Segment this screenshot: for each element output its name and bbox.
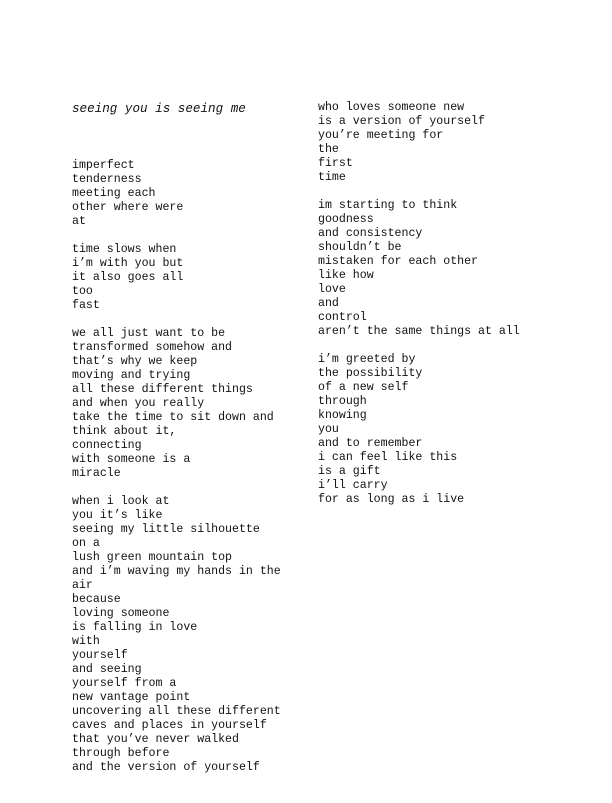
poem-line: and <box>318 297 339 310</box>
poem-line: air <box>72 579 93 592</box>
poem-line: all these different things <box>72 383 253 396</box>
poem-line: and consistency <box>318 227 423 240</box>
poem-line: loving someone <box>72 607 170 620</box>
stanza <box>72 159 281 229</box>
poem-line: you’re meeting for <box>318 129 444 142</box>
poem-line: through before <box>72 747 170 760</box>
poem-line: uncovering all these different <box>72 705 281 718</box>
poem-line: on a <box>72 537 100 550</box>
poem-line: too <box>72 285 93 298</box>
poem-line: think about it, <box>72 425 177 438</box>
poem-line: and seeing <box>72 663 142 676</box>
poem-line: tenderness <box>72 173 142 186</box>
poem-line: yourself <box>72 649 128 662</box>
poem-line: i’ll carry <box>318 479 388 492</box>
poem-line: i’m greeted by <box>318 353 416 366</box>
poem-line: it also goes all <box>72 271 184 284</box>
poem-line: we all just want to be <box>72 327 226 340</box>
poem-line: you <box>318 423 339 436</box>
poem-line: of a new self <box>318 381 409 394</box>
poem-line: time slows when <box>72 243 177 256</box>
poem-line: connecting <box>72 439 142 452</box>
poem-line: with someone is a <box>72 453 191 466</box>
poem-line: like how <box>318 269 374 282</box>
poem-line: other where were <box>72 201 184 214</box>
poem-line: the <box>318 143 339 156</box>
poem-line: and when you really <box>72 397 205 410</box>
poem-line: fast <box>72 299 100 312</box>
poem-line: you it’s like <box>72 509 163 522</box>
poem-line: for as long as i live <box>318 493 465 506</box>
stanza <box>72 327 281 481</box>
poem-line: im starting to think <box>318 199 458 212</box>
poem-line: the possibility <box>318 367 423 380</box>
poem-line: when i look at <box>72 495 170 508</box>
poem-line: and the version of yourself <box>72 761 260 774</box>
poem-line: who loves someone new <box>318 101 465 114</box>
poem-title: seeing you is seeing me <box>72 102 246 116</box>
poem-line: mistaken for each other <box>318 255 479 268</box>
poem-line: yourself from a <box>72 677 177 690</box>
stanza <box>72 243 281 313</box>
poem-line: transformed somehow and <box>72 341 233 354</box>
poem-line: lush green mountain top <box>72 551 233 564</box>
poem-line: knowing <box>318 409 367 422</box>
poem-line: new vantage point <box>72 691 191 704</box>
left-column <box>72 73 281 803</box>
stanza <box>318 353 520 507</box>
poem-line: through <box>318 395 367 408</box>
poem-line: because <box>72 593 121 606</box>
stanza <box>318 101 520 185</box>
poem-line: shouldn’t be <box>318 241 402 254</box>
poem-line: is a version of yourself <box>318 115 485 128</box>
poem-line: goodness <box>318 213 374 226</box>
stanza <box>72 495 281 775</box>
poem-line: moving and trying <box>72 369 191 382</box>
poem-line: take the time to sit down and <box>72 411 274 424</box>
poem-line: control <box>318 311 367 324</box>
right-column <box>318 73 520 535</box>
poem-line: that’s why we keep <box>72 355 198 368</box>
poem-line: and i’m waving my hands in the <box>72 565 281 578</box>
poem-line: is a gift <box>318 465 381 478</box>
poem-line: time <box>318 171 346 184</box>
poem-line: with <box>72 635 100 648</box>
poem-line: that you’ve never walked <box>72 733 239 746</box>
left-stanzas <box>72 159 281 775</box>
poem-line: and to remember <box>318 437 423 450</box>
poem-line: love <box>318 283 346 296</box>
poem-line: aren’t the same things at all <box>318 325 520 338</box>
poem-line: imperfect <box>72 159 135 172</box>
poem-line: miracle <box>72 467 121 480</box>
poem-line: i’m with you but <box>72 257 184 270</box>
poem-line: first <box>318 157 353 170</box>
poem-line: at <box>72 215 86 228</box>
poem-line: seeing my little silhouette <box>72 523 260 536</box>
poem-line: i can feel like this <box>318 451 458 464</box>
poem-line: meeting each <box>72 187 156 200</box>
stanza <box>318 199 520 339</box>
right-stanzas <box>318 101 520 507</box>
poem-line: is falling in love <box>72 621 198 634</box>
poem-line: caves and places in yourself <box>72 719 267 732</box>
